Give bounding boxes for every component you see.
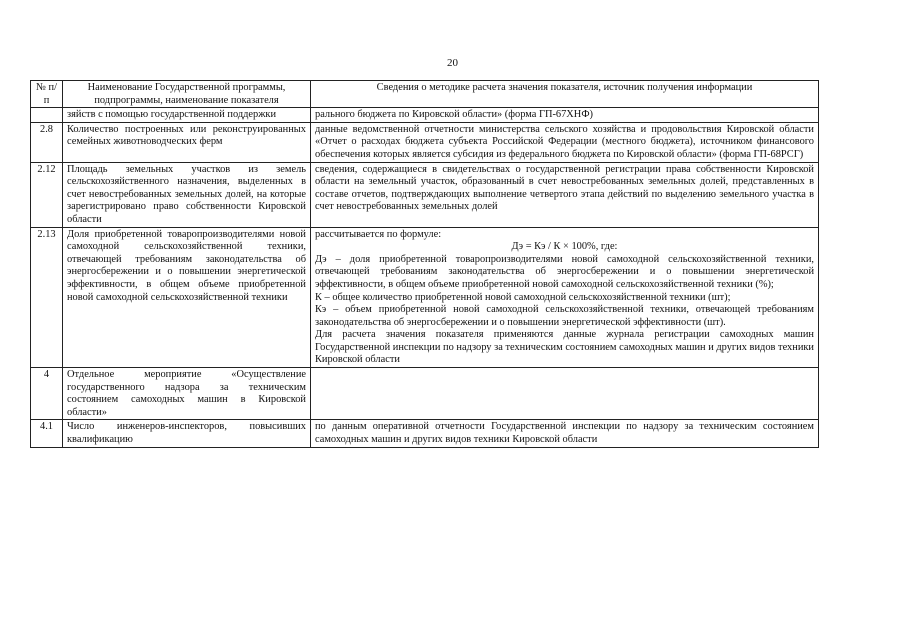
- data-source-note: Для расчета значения показателя применяются данные журнала регистрации самоходных машин Государственной инспекции по надзору за техническим состоянием самоходных машин и других видов техники Кировской области: [315, 329, 814, 366]
- indicator-name: Доля приобретенной товаропроизводителями новой самоходной сельскохозяйственной техники, отвечающей требованиям законодательства об энергосбережении и о повышении энергетической эффективности, в общем объеме приобретенной новой самоходной сельскохозяйственной техники: [63, 227, 311, 368]
- table-row: [31, 420, 819, 447]
- page-number: 20: [447, 57, 458, 69]
- formula-term-de: Дэ – доля приобретенной товаропроизводителями новой самоходной сельскохозяйственной техники, отвечающей требованиям законодательства об энергосбережении и о повышении энергетической эффективности, в общем объеме приобретенной новой самоходной сельскохозяйственной техники (%);: [315, 253, 814, 290]
- row-number: 4.1: [31, 420, 63, 447]
- indicator-name: Отдельное мероприятие «Осуществление государственного надзора за техническим состоянием самоходных машин в Кировской области»: [63, 368, 311, 420]
- indicator-info: данные ведомственной отчетности министерства сельского хозяйства и продовольствия Кировской области «Отчет о расходах бюджета субъекта Российской Федерации (местного бюджета), источником финансового обеспечения которых является субсидия из федерального бюджета по Кировской области» (форма ГП-68РСГ): [311, 122, 819, 162]
- indicator-info: рального бюджета по Кировской области» (форма ГП-67ХНФ): [311, 108, 819, 123]
- indicator-name: зяйств с помощью государственной поддержки: [63, 108, 311, 123]
- table-header-row: [31, 81, 819, 108]
- formula: Дэ = Кэ / К × 100%, где:: [511, 241, 618, 253]
- row-number: 2.13: [31, 227, 63, 368]
- row-number: 4: [31, 368, 63, 420]
- indicator-name: Число инженеров-инспекторов, повысивших квалификацию: [63, 420, 311, 447]
- table-row: [31, 368, 819, 420]
- indicator-info: по данным оперативной отчетности Государственной инспекции по надзору за техническим состоянием самоходных машин и других видов техники Кировской области: [311, 420, 819, 447]
- header-name: Наименование Государственной программы, подпрограммы, наименование показателя: [63, 81, 311, 108]
- indicator-name: Площадь земельных участков из земель сельскохозяйственного назначения, выделенных в счет невостребованных земельных долей, на которые зарегистрировано право собственности Кировской области: [63, 162, 311, 227]
- indicator-name: Количество построенных или реконструированных семейных животноводческих ферм: [63, 122, 311, 162]
- formula-term-ke: Кэ – объем приобретенной новой самоходной сельскохозяйственной техники, отвечающей требованиям законодательства об энергосбережении и о повышении энергетической эффективности (шт).: [315, 304, 814, 328]
- indicator-info: [311, 368, 819, 420]
- formula-intro: рассчитывается по формуле:: [315, 228, 442, 240]
- row-number: [31, 108, 63, 123]
- table-row: [31, 122, 819, 162]
- header-info: Сведения о методике расчета значения показателя, источник получения информации: [311, 81, 819, 108]
- row-number: 2.12: [31, 162, 63, 227]
- formula-term-k: К – общее количество приобретенной новой самоходной сельскохозяйственной техники (шт);: [315, 291, 731, 303]
- table-row: [31, 162, 819, 227]
- row-number: 2.8: [31, 122, 63, 162]
- table-row: [31, 108, 819, 123]
- methodology-table: [30, 80, 819, 448]
- indicator-info: [311, 227, 819, 368]
- header-num: № п/п: [31, 81, 63, 108]
- indicator-info: сведения, содержащиеся в свидетельствах о государственной регистрации права собственности Кировской области на земельный участок, образованный в счет невостребованных земельных долей, представленных в составе отчетов, подтверждающих выполнение четвертого этапа действий по выделению земельного участка в счет невостребованных земельных долей: [311, 162, 819, 227]
- table-row: [31, 227, 819, 368]
